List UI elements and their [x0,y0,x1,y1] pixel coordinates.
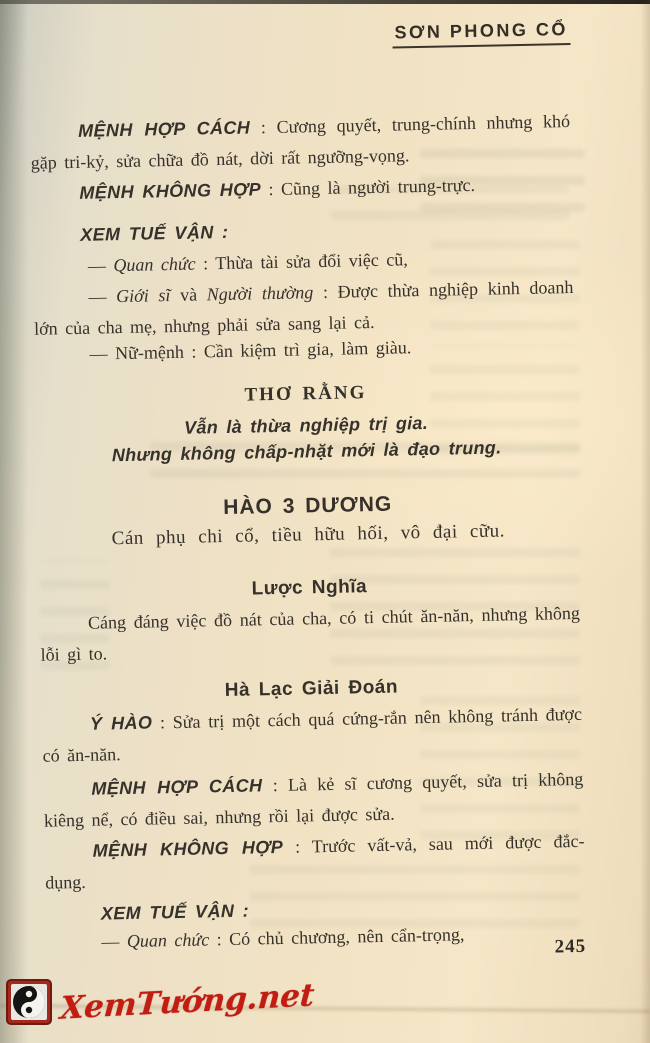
paragraph-label: MỆNH HỢP CÁCH [77,117,251,141]
item-text: : Được thừa nghiệp kinh doanh lớn của cha mẹ, nhưng phải sửa sang lại cả. [33,276,574,339]
label-separator: : [282,836,312,857]
item-text: : Thừa tài sửa đổi việc cũ, [195,249,408,274]
watermark-text: XemTướng.net [58,977,316,1027]
running-header-title: SƠN PHONG CỔ [392,19,570,49]
item-conjunction: và [170,284,207,306]
label-separator: : [260,178,282,200]
poem-line-2: Nhưng không chấp-nhặt mới là đạo trung. [111,437,502,466]
item-label: Quan chức [113,253,196,276]
item-label: Giới sĩ [115,285,171,307]
dash: — [88,286,117,307]
paragraph-y-hao [42,699,583,772]
item-label: Nữ-mệnh [114,341,185,364]
item-text: : Cần kiệm trì gia, làm giàu. [183,337,412,362]
paragraph-text: Cũng là người trung-trực. [280,174,476,199]
section-label: XEM TUẾ VẬN : [80,221,229,245]
paragraph-label: MỆNH HỢP CÁCH [91,775,263,799]
paragraph-label: MỆNH KHÔNG HỢP [79,179,262,203]
heading-luoc-nghia: Lược Nghĩa [251,576,368,600]
paragraph-text: Sửa trị một cách quá cứng-rắn nên không tránh được có ăn-năn. [42,703,583,766]
item-label: Quan chức [126,929,210,952]
label-separator: : [262,774,289,796]
paragraph-label: Ý HÀO [89,712,153,734]
heading-hao-3-duong: HÀO 3 DƯƠNG [222,492,393,520]
paragraph-text: Là kẻ sĩ cương quyết, sửa trị không kiêng nể, có điều sai, nhưng rồi lại được sửa. [43,768,584,831]
label-separator: : [152,712,173,733]
heading-ha-lac-giai-doan: Hà Lạc Giải Đoán [224,676,399,702]
heading-tho-rang: THƠ RẰNG [244,382,367,406]
paragraph-text: Trước vất-vả, sau mới được đắc-dụng. [45,830,585,893]
paragraph-luoc-nghia: Cáng đáng việc đồ nát của cha, có ti chút ăn-năn, nhưng không lỗi gì to. [40,602,581,665]
watermark [6,979,314,1030]
paragraph-label: MỆNH KHÔNG HỢP [92,836,284,861]
dash: — [89,343,116,364]
item-text: : Có chủ chương, nên cẩn-trọng, [208,924,465,950]
paragraph-menh-hop-cach-2 [43,764,584,837]
dash: — [87,255,114,276]
section-label: XEM TUẾ VẬN : [100,900,250,924]
label-separator: : [249,116,277,138]
paragraph-menh-khong-hop-2 [44,826,585,899]
poem-line-1: Vẫn là thừa nghiệp trị gia. [183,412,429,438]
paragraph-text: Cương quyết, trung-chính nhưng khó gặp tri-kỷ, sửa chữa đồ nát, dời rất ngưỡng-vọng. [30,111,571,173]
item-label-2: Người thường [206,282,314,305]
dash: — [101,931,128,952]
paragraph-menh-hop-cach-1 [30,106,571,179]
yin-yang-icon [6,979,52,1030]
hexagram-line-text: Cán phụ chi cổ, tiều hữu hối, vô đại cữu. [111,520,506,550]
page-number: 245 [554,935,587,958]
